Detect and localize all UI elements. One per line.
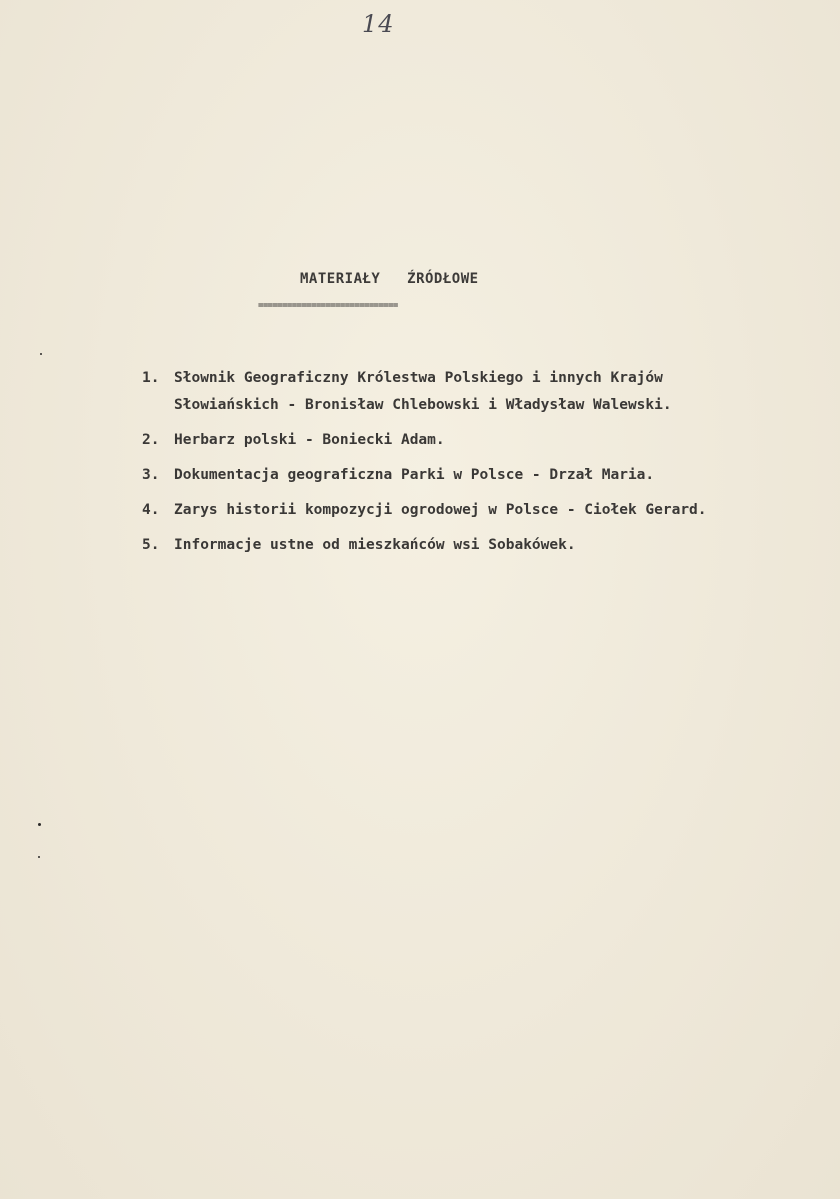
list-item [142, 462, 832, 489]
margin-mark [38, 823, 41, 826]
margin-mark [40, 353, 42, 355]
list-item-text: Informacje ustne od mieszkańców wsi Sobakówek. [174, 537, 576, 553]
page-number: 14 [362, 10, 395, 38]
list-item-number: 2. [142, 432, 160, 448]
page-title: MATERIAŁY ŹRÓDŁOWE [300, 271, 479, 287]
list-item [142, 365, 832, 419]
sources-list [142, 365, 832, 559]
list-item-number: 1. [142, 370, 160, 386]
list-item-number: 5. [142, 537, 160, 553]
list-item-text: Dokumentacja geograficzna Parki w Polsce - Drzał Maria. [174, 467, 655, 483]
list-item [142, 497, 832, 524]
list-item-number: 3. [142, 467, 160, 483]
list-item-text: Słownik Geograficzny Królestwa Polskiego i innych Krajów [174, 370, 663, 386]
title-underline: ============================= [258, 301, 398, 311]
list-item-number: 4. [142, 502, 160, 518]
list-item [142, 427, 832, 454]
list-item-text: Słowiańskich - Bronisław Chlebowski i Władysław Walewski. [174, 397, 672, 413]
list-item [142, 532, 832, 559]
list-item-text: Zarys historii kompozycji ogrodowej w Polsce - Ciołek Gerard. [174, 502, 707, 518]
list-item-text: Herbarz polski - Boniecki Adam. [174, 432, 445, 448]
margin-mark [38, 856, 40, 858]
